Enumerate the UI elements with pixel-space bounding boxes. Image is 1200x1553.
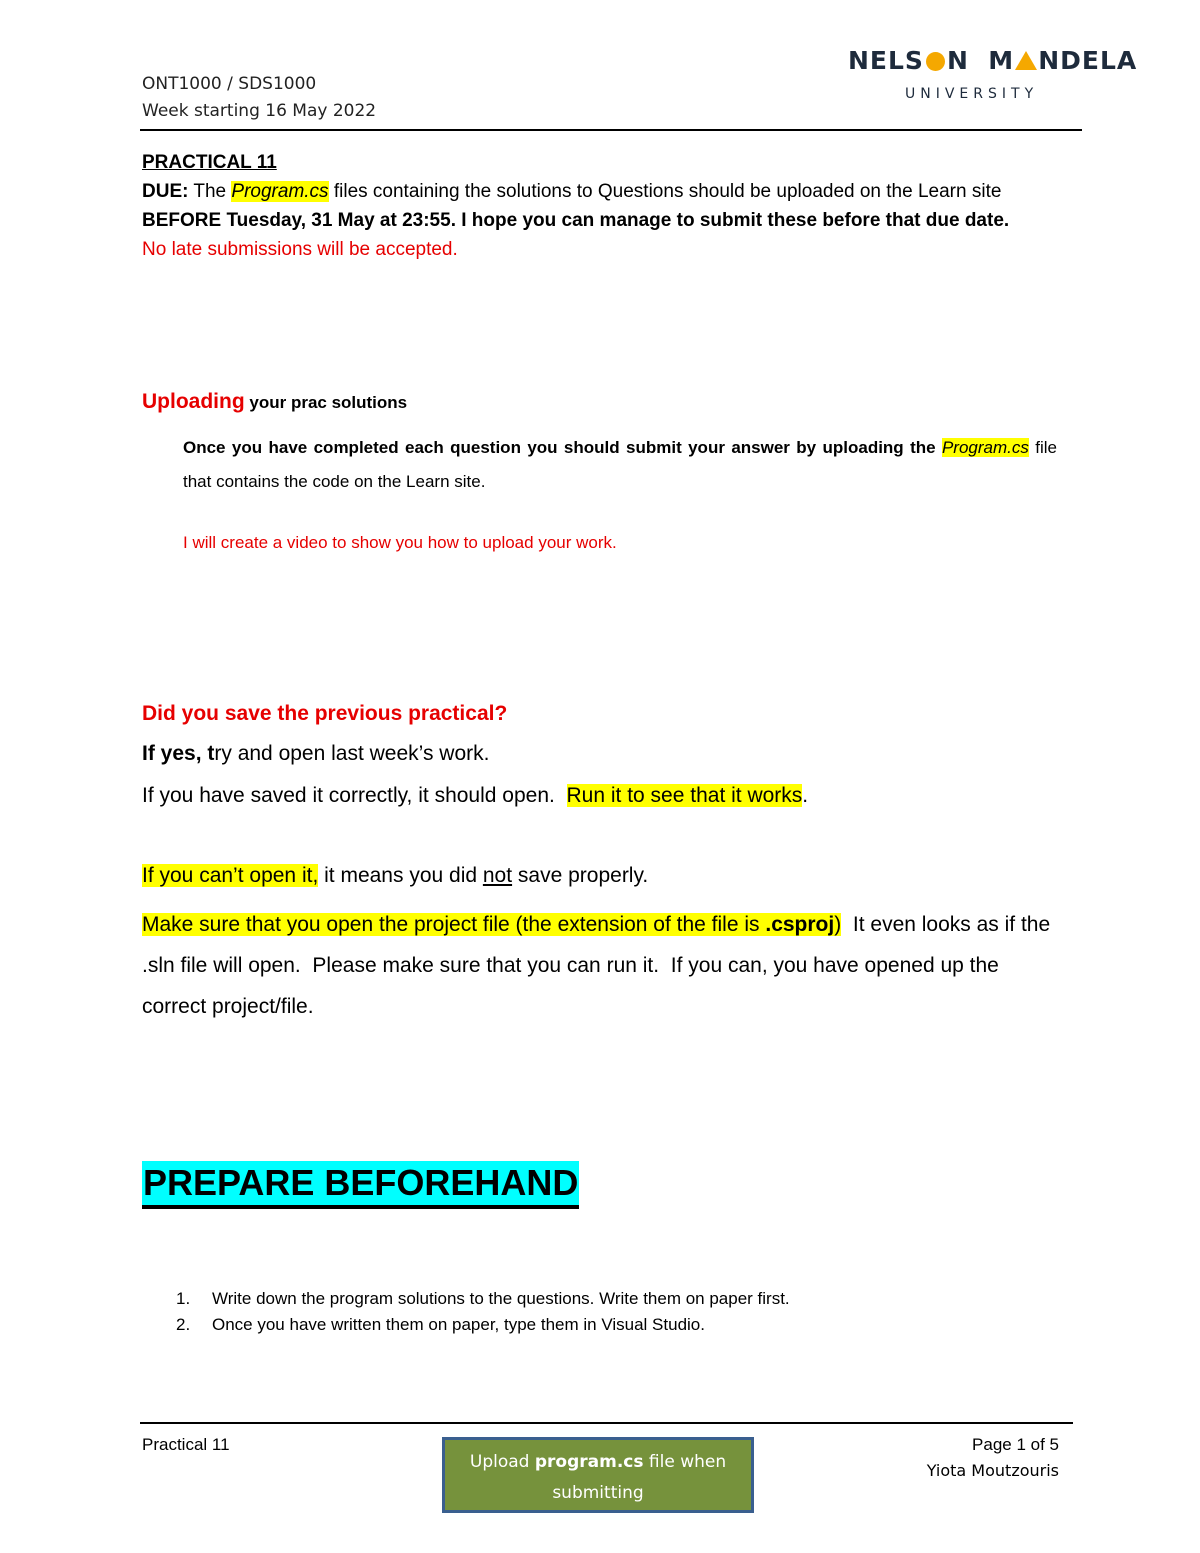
author-name: Yiota Moutzouris xyxy=(926,1461,1059,1480)
practical-block xyxy=(142,148,1062,264)
triangle-icon xyxy=(1015,51,1037,70)
logo-text-a: NELS xyxy=(848,46,924,75)
list-item xyxy=(176,1312,1056,1338)
week-label: Week starting 16 May 2022 xyxy=(142,101,377,121)
logo-text-d: NDELA xyxy=(1038,46,1138,75)
due-paragraph xyxy=(142,177,1062,235)
late-notice: No late submissions will be accepted. xyxy=(142,239,458,260)
footer-practical: Practical 11 xyxy=(142,1435,230,1454)
list-item-number: 2. xyxy=(176,1315,191,1334)
footer-divider xyxy=(140,1422,1073,1424)
previous-line-1-bold: If yes, t xyxy=(142,742,215,765)
header-divider xyxy=(140,129,1082,131)
previous-line-3-underline: not xyxy=(482,864,513,887)
logo-text-b: N xyxy=(946,46,969,75)
previous-line-3-hl: If you can’t open it, xyxy=(142,864,319,887)
previous-line-4-rest: It even looks as if the .sln file will open. Please make sure that you can run it. If you can, you have opened up the correct project/file. xyxy=(142,913,1057,1018)
previous-line-2-text: If you have saved it correctly, it should open. xyxy=(142,784,567,807)
list-item xyxy=(176,1286,1056,1312)
due-deadline: BEFORE Tuesday, 31 May at 23:55. I hope you can manage to submit these before that due date. xyxy=(142,210,1010,231)
due-text-2: files containing the solutions to Questions should be uploaded on the Learn site xyxy=(328,181,1002,202)
previous-line-1 xyxy=(142,742,489,766)
previous-line-2-hl: Run it to see that it works xyxy=(566,784,803,807)
logo-text-c: M xyxy=(988,46,1015,75)
badge-text-a: Upload xyxy=(469,1452,535,1472)
list-item-text: Once you have written them on paper, type them in Visual Studio. xyxy=(212,1315,705,1334)
previous-line-1-rest: ry and open last week’s work. xyxy=(214,742,490,765)
logo-subtitle: UNIVERSITY xyxy=(905,86,1039,102)
prepare-list xyxy=(176,1286,1056,1338)
uploading-heading xyxy=(142,390,407,414)
list-item-number: 1. xyxy=(176,1289,191,1308)
previous-heading: Did you save the previous practical? xyxy=(142,702,508,725)
previous-line-3-a: it means you did xyxy=(318,864,483,887)
course-code: ONT1000 / SDS1000 xyxy=(142,74,317,94)
previous-line-3-b: save properly. xyxy=(512,864,649,887)
uploading-file: Program.cs xyxy=(941,438,1029,457)
page-number: Page 1 of 5 xyxy=(972,1435,1059,1454)
previous-line-2-end: . xyxy=(802,784,809,807)
previous-line-4-hl-bold: .csproj xyxy=(765,913,835,936)
uploading-para-rest: file that contains the code on the Learn site. xyxy=(183,438,1057,491)
video-note: I will create a video to show you how to upload your work. xyxy=(183,533,617,552)
due-label: DUE: xyxy=(142,181,189,202)
uploading-heading-rest: your prac solutions xyxy=(244,393,408,412)
sun-icon xyxy=(926,52,945,71)
practical-title: PRACTICAL 11 xyxy=(142,152,277,173)
uploading-heading-red: Uploading xyxy=(142,390,245,413)
university-logo xyxy=(848,46,1137,75)
previous-line-2 xyxy=(142,784,808,808)
previous-line-4-hl-end: ) xyxy=(834,913,842,936)
previous-line-4-hl: Make sure that you open the project file (the extension of the file is xyxy=(142,913,766,936)
badge-text-c: file when submitting xyxy=(552,1452,727,1503)
badge-text-b: program.cs xyxy=(534,1452,644,1472)
uploading-para-bold: Once you have completed each question you should submit your answer by uploading the xyxy=(183,438,936,457)
previous-line-4 xyxy=(142,904,1062,1027)
upload-reminder-badge xyxy=(442,1437,754,1513)
due-text-1: The xyxy=(188,181,232,202)
prepare-heading: PREPARE BEFOREHAND xyxy=(142,1161,579,1209)
previous-line-3 xyxy=(142,864,648,888)
list-item-text: Write down the program solutions to the questions. Write them on paper first. xyxy=(212,1289,790,1308)
due-file: Program.cs xyxy=(231,181,329,202)
uploading-paragraph xyxy=(183,431,1057,499)
